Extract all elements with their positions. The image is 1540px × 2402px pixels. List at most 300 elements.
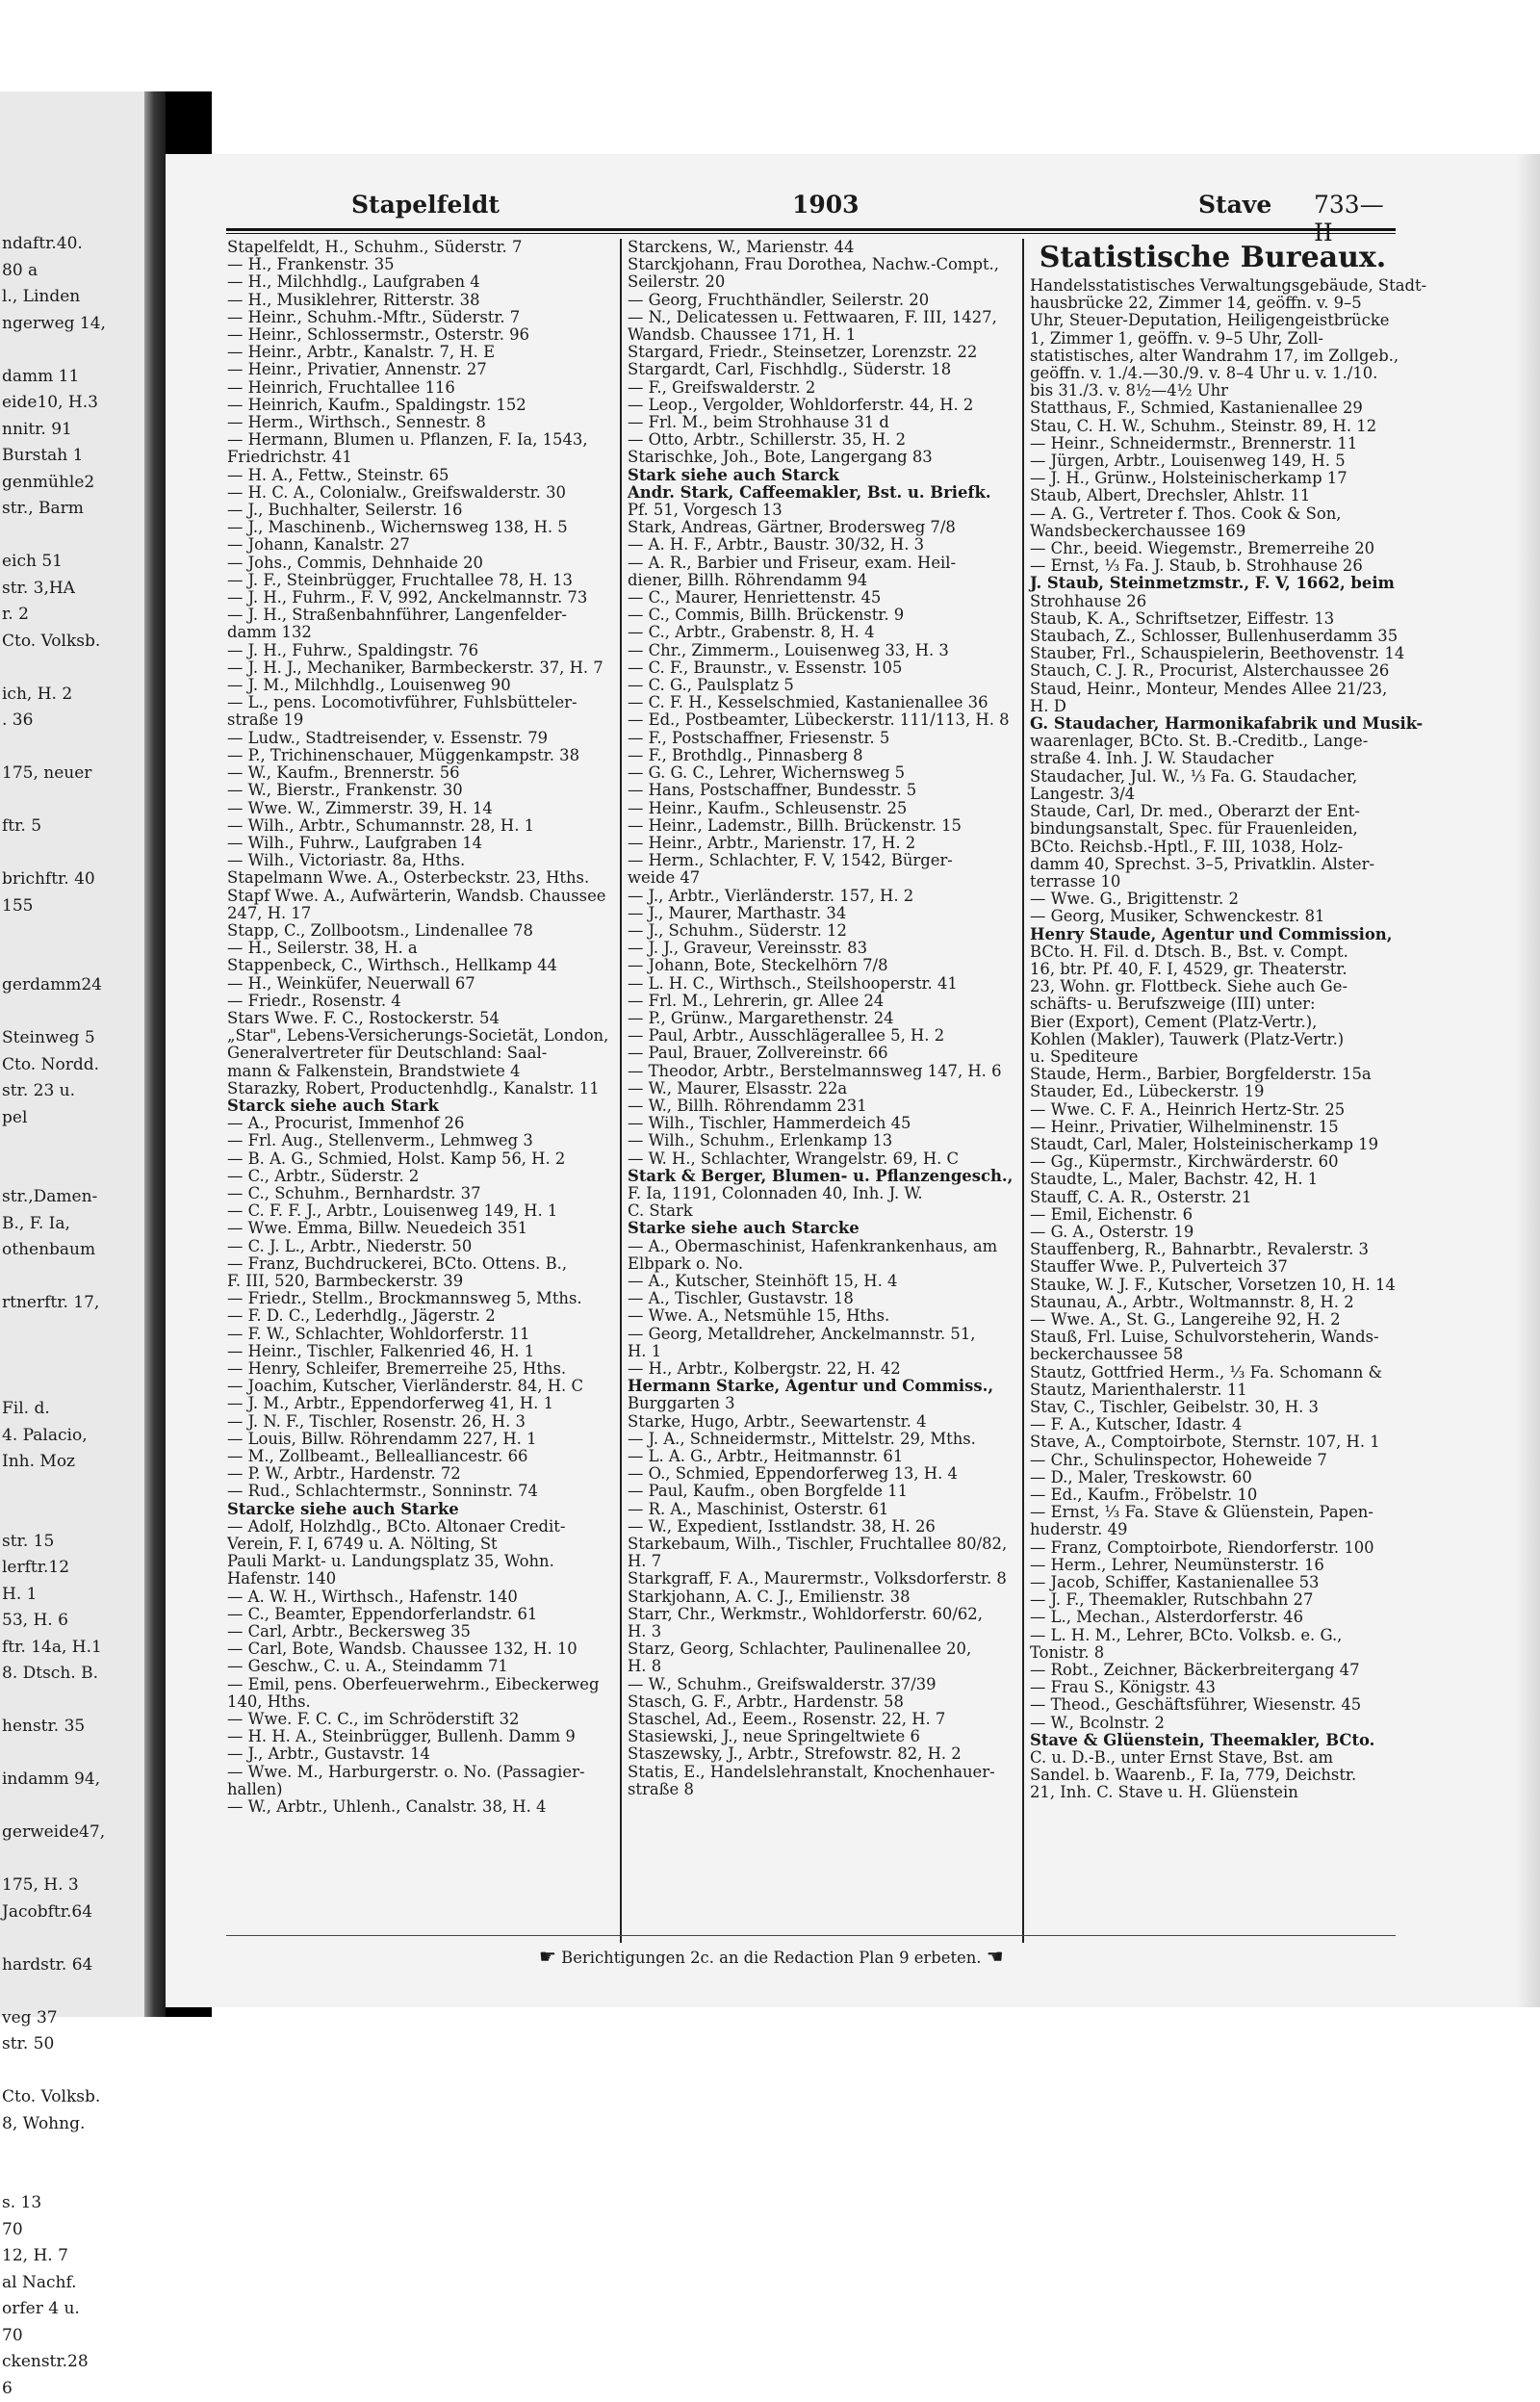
left-page-line: str. 15 xyxy=(2,1529,144,1556)
left-page-line: . 36 xyxy=(2,708,144,735)
directory-entry: — Chr., Zimmerm., Louisenweg 33, H. 3 xyxy=(628,642,1014,659)
directory-entry: — Adolf, Holzhdlg., BCto. Altonaer Credit- xyxy=(227,1518,612,1536)
directory-entry: Starkgraff, F. A., Maurermstr., Volksdorferstr. 8 xyxy=(628,1570,1014,1588)
directory-entry: Stauffenberg, R., Bahnarbtr., Revalerstr. 3 xyxy=(1030,1241,1396,1258)
left-page-line: othenbaum xyxy=(2,1237,144,1264)
directory-entry: H. 8 xyxy=(628,1658,1014,1675)
left-page-line: henstr. 35 xyxy=(2,1714,144,1741)
directory-entry: Henry Staude, Agentur und Commission, xyxy=(1030,926,1396,943)
directory-entry: Stargardt, Carl, Fischhdlg., Süderstr. 18 xyxy=(628,361,1014,378)
left-page-line: ftr. 5 xyxy=(2,814,144,840)
header-year: 1903 xyxy=(792,191,860,219)
directory-entry: — F. W., Schlachter, Wohldorferstr. 11 xyxy=(227,1326,612,1343)
directory-entry: Stapelfeldt, H., Schuhm., Süderstr. 7 xyxy=(227,239,612,256)
directory-entry: — W., Maurer, Elsasstr. 22a xyxy=(628,1080,1014,1098)
directory-entry: — Wwe. Emma, Billw. Neuedeich 351 xyxy=(227,1220,612,1237)
directory-entry: Stapelmann Wwe. A., Osterbeckstr. 23, Hths. xyxy=(227,869,612,887)
directory-entry: — A. G., Vertreter f. Thos. Cook & Son, xyxy=(1030,505,1396,523)
directory-entry: — O., Schmied, Eppendorferweg 13, H. 4 xyxy=(628,1465,1014,1483)
directory-entry: — Emil, Eichenstr. 6 xyxy=(1030,1206,1396,1224)
left-page-line: al Nachf. xyxy=(2,2270,144,2297)
directory-entry: — C., Schuhm., Bernhardstr. 37 xyxy=(227,1185,612,1202)
directory-entry: — Chr., beeid. Wiegemstr., Bremerreihe 20 xyxy=(1030,540,1396,557)
directory-entry: — Hermann, Blumen u. Pflanzen, F. Ia, 1543, xyxy=(227,431,612,449)
directory-entry: Staub, Albert, Drechsler, Ahlstr. 11 xyxy=(1030,487,1396,504)
directory-entry: — C., Maurer, Henriettenstr. 45 xyxy=(628,589,1014,607)
left-page-line xyxy=(2,1502,144,1529)
directory-entry: — Paul, Brauer, Zollvereinstr. 66 xyxy=(628,1045,1014,1062)
directory-entry: Starr, Chr., Werkmstr., Wohldorferstr. 60/62, xyxy=(628,1606,1014,1623)
directory-entry: Pf. 51, Vorgesch 13 xyxy=(628,502,1014,519)
left-page-line: Cto. Volksb. xyxy=(2,629,144,656)
left-page-line: H. 1 xyxy=(2,1582,144,1609)
directory-entry: — H., Weinküfer, Neuerwall 67 xyxy=(227,975,612,993)
directory-entry: — Wwe. A., Netsmühle 15, Hths. xyxy=(628,1307,1014,1325)
directory-entry: — Friedr., Stellm., Brockmannsweg 5, Mths. xyxy=(227,1290,612,1307)
left-page-line: eich 51 xyxy=(2,549,144,576)
directory-entry: — C. J. L., Arbtr., Niederstr. 50 xyxy=(227,1238,612,1255)
directory-entry: — H., Milchhdlg., Laufgraben 4 xyxy=(227,273,612,291)
directory-entry: — Wwe. W., Zimmerstr. 39, H. 14 xyxy=(227,800,612,817)
directory-entry: — J. H., Fuhrw., Spaldingstr. 76 xyxy=(227,642,612,659)
left-page-line xyxy=(2,1925,144,1952)
directory-entry: — Herm., Schlachter, F. V, 1542, Bürger- xyxy=(628,852,1014,869)
directory-entry: — W. H., Schlachter, Wrangelstr. 69, H. C xyxy=(628,1150,1014,1168)
directory-entry: — F., Postschaffner, Friesenstr. 5 xyxy=(628,730,1014,747)
left-page-line xyxy=(2,1131,144,1158)
left-page-line xyxy=(2,946,144,973)
directory-entry: — L., Mechan., Alsterdorferstr. 46 xyxy=(1030,1609,1396,1626)
directory-entry: — Heinr., Arbtr., Kanalstr. 7, H. E xyxy=(227,344,612,361)
header-first-entry: Stapelfeldt xyxy=(351,191,500,219)
directory-entry: Andr. Stark, Caffeemakler, Bst. u. Briefk. xyxy=(628,484,1014,502)
directory-entry: huderstr. 49 xyxy=(1030,1521,1396,1538)
left-page-line xyxy=(2,2137,144,2164)
directory-entry: — J. H., Grünw., Holsteinischerkamp 17 xyxy=(1030,470,1396,487)
directory-entry: Stappenbeck, C., Wirthsch., Hellkamp 44 xyxy=(227,957,612,974)
directory-entry: Stauder, Ed., Lübeckerstr. 19 xyxy=(1030,1083,1396,1100)
directory-entry: Starazky, Robert, Productenhdlg., Kanalstr. 11 xyxy=(227,1080,612,1098)
directory-entry: Starcke siehe auch Starke xyxy=(227,1501,612,1518)
directory-entry: — Johann, Bote, Steckelhörn 7/8 xyxy=(628,957,1014,974)
directory-entry: damm 40, Sprechst. 3–5, Privatklin. Alster- xyxy=(1030,856,1396,873)
directory-entry: — Franz, Comptoirbote, Riendorferstr. 100 xyxy=(1030,1539,1396,1557)
directory-entry: — F. D. C., Lederhdlg., Jägerstr. 2 xyxy=(227,1307,612,1325)
left-page-line: r. 2 xyxy=(2,602,144,629)
left-page-line xyxy=(2,655,144,682)
directory-entry: Stauß, Frl. Luise, Schulvorsteherin, Wands- xyxy=(1030,1329,1396,1346)
directory-entry: — Frl. Aug., Stellenverm., Lehmweg 3 xyxy=(227,1132,612,1149)
directory-entry: damm 132 xyxy=(227,624,612,641)
directory-entry: — J., Arbtr., Gustavstr. 14 xyxy=(227,1745,612,1763)
directory-entry: — G. G. C., Lehrer, Wichernsweg 5 xyxy=(628,764,1014,782)
section-title: Statistische Bureaux. xyxy=(1030,239,1396,277)
directory-entry: 1, Zimmer 1, geöffn. v. 9–5 Uhr, Zoll- xyxy=(1030,330,1396,348)
header-rule-thin xyxy=(226,233,1396,234)
directory-entry: C. Stark xyxy=(628,1202,1014,1220)
directory-entry: — A. H. F., Arbtr., Baustr. 30/32, H. 3 xyxy=(628,536,1014,554)
directory-entry: Staud, Heinr., Monteur, Mendes Allee 21/23, xyxy=(1030,681,1396,698)
header-rule xyxy=(226,228,1396,231)
directory-entry: — C., Beamter, Eppendorferlandstr. 61 xyxy=(227,1606,612,1623)
directory-entry: H. 7 xyxy=(628,1553,1014,1570)
directory-entry: — Carl, Bote, Wandsb. Chaussee 132, H. 10 xyxy=(227,1640,612,1658)
directory-entry: — J. M., Arbtr., Eppendorferweg 41, H. 1 xyxy=(227,1395,612,1412)
column-3 xyxy=(1030,239,1396,1943)
directory-entry: — D., Maler, Treskowstr. 60 xyxy=(1030,1469,1396,1486)
directory-entry: straße 8 xyxy=(628,1781,1014,1798)
left-page-line: Fil. d. xyxy=(2,1396,144,1423)
directory-entry: Stauch, C. J. R., Procurist, Alsterchaussee 26 xyxy=(1030,662,1396,680)
directory-entry: — A., Kutscher, Steinhöft 15, H. 4 xyxy=(628,1273,1014,1290)
directory-entry: Uhr, Steuer-Deputation, Heiligengeistbrücke xyxy=(1030,312,1396,329)
left-page-line: str. 23 u. xyxy=(2,1078,144,1105)
directory-entry: G. Staudacher, Harmonikafabrik und Musik- xyxy=(1030,715,1396,733)
directory-entry: Staude, Carl, Dr. med., Oberarzt der Ent- xyxy=(1030,803,1396,820)
left-page-line: str.,Damen- xyxy=(2,1184,144,1211)
left-page-line: Cto. Nordd. xyxy=(2,1052,144,1079)
footer-rule xyxy=(226,1935,1396,1936)
directory-entry: Staschel, Ad., Eeem., Rosenstr. 22, H. 7 xyxy=(628,1711,1014,1728)
directory-entry: — J. M., Milchhdlg., Louisenweg 90 xyxy=(227,677,612,694)
directory-entry: — J. H. J., Mechaniker, Barmbeckerstr. 37, H. 7 xyxy=(227,659,612,677)
left-page-line: 155 xyxy=(2,893,144,920)
directory-entry: — Joachim, Kutscher, Vierländerstr. 84, H. C xyxy=(227,1378,612,1395)
directory-entry: Stautz, Gottfried Herm., ⅓ Fa. Schomann & xyxy=(1030,1364,1396,1382)
directory-entry: — W., Bcolnstr. 2 xyxy=(1030,1715,1396,1732)
directory-entry: — Heinr., Lademstr., Billh. Brückenstr. 15 xyxy=(628,817,1014,835)
left-page-line: 6 xyxy=(2,2376,144,2402)
directory-entry: Elbpark o. No. xyxy=(628,1255,1014,1273)
directory-entry: C. u. D.-B., unter Ernst Stave, Bst. am xyxy=(1030,1749,1396,1767)
directory-entry: — J. A., Schneidermstr., Mittelstr. 29, Mths. xyxy=(628,1431,1014,1448)
left-page-line: 70 xyxy=(2,2323,144,2350)
directory-entry: geöffn. v. 1./4.—30./9. v. 8–4 Uhr u. v. 1./10. xyxy=(1030,365,1396,382)
directory-entry: — N., Delicatessen u. Fettwaaren, F. III, 1427, xyxy=(628,309,1014,326)
directory-entry: „Star", Lebens-Versicherungs-Societät, London, xyxy=(227,1027,612,1045)
directory-entry: — Heinr., Privatier, Annenstr. 27 xyxy=(227,361,612,378)
left-page-line xyxy=(2,1264,144,1291)
directory-entry: — H. A., Fettw., Steinstr. 65 xyxy=(227,467,612,484)
directory-entry: — Frl. M., Lehrerin, gr. Allee 24 xyxy=(628,993,1014,1010)
directory-entry: — J., Arbtr., Vierländerstr. 157, H. 2 xyxy=(628,888,1014,905)
directory-entry: F. III, 520, Barmbeckerstr. 39 xyxy=(227,1273,612,1290)
directory-entry: Starke siehe auch Starcke xyxy=(628,1220,1014,1237)
directory-entry: — W., Kaufm., Brennerstr. 56 xyxy=(227,764,612,782)
left-page-line: rtnerftr. 17, xyxy=(2,1290,144,1317)
left-page-line xyxy=(2,1370,144,1397)
directory-entry: — Wilh., Schuhm., Erlenkamp 13 xyxy=(628,1132,1014,1149)
left-page-line xyxy=(2,1688,144,1715)
directory-entry: — Heinrich, Fruchtallee 116 xyxy=(227,379,612,397)
left-page-line: Burstah 1 xyxy=(2,443,144,470)
directory-entry: — J. J., Graveur, Vereinsstr. 83 xyxy=(628,940,1014,957)
directory-entry: terrasse 10 xyxy=(1030,873,1396,891)
directory-entry: Friedrichstr. 41 xyxy=(227,449,612,466)
directory-entry: — L. H. M., Lehrer, BCto. Volksb. e. G., xyxy=(1030,1627,1396,1644)
directory-entry: — A., Procurist, Immenhof 26 xyxy=(227,1115,612,1132)
directory-entry: beckerchaussee 58 xyxy=(1030,1346,1396,1363)
directory-entry: mann & Falkenstein, Brandstwiete 4 xyxy=(227,1063,612,1080)
directory-entry: — W., Billh. Röhrendamm 231 xyxy=(628,1098,1014,1115)
directory-entry: 23, Wohn. gr. Flottbeck. Siehe auch Ge- xyxy=(1030,978,1396,995)
directory-entry: weide 47 xyxy=(628,869,1014,887)
directory-entry: — Wilh., Tischler, Hammerdeich 45 xyxy=(628,1115,1014,1132)
directory-entry: — A., Obermaschinist, Hafenkrankenhaus, am xyxy=(628,1238,1014,1255)
directory-entry: — Otto, Arbtr., Schillerstr. 35, H. 2 xyxy=(628,431,1014,449)
directory-entry: Stargard, Friedr., Steinsetzer, Lorenzstr. 22 xyxy=(628,344,1014,361)
directory-entry: — L. A. G., Arbtr., Heitmannstr. 61 xyxy=(628,1448,1014,1465)
left-page-text xyxy=(0,91,144,2402)
left-page-line: l., Linden xyxy=(2,284,144,311)
left-page-line: str. 3,HA xyxy=(2,576,144,603)
directory-entry: — C. F., Braunstr., v. Essenstr. 105 xyxy=(628,659,1014,677)
directory-entry: — Johann, Kanalstr. 27 xyxy=(227,536,612,554)
directory-entry: waarenlager, BCto. St. B.-Creditb., Lange- xyxy=(1030,733,1396,750)
directory-entry: — Wilh., Victoriastr. 8a, Hths. xyxy=(227,852,612,869)
directory-entry: Stark & Berger, Blumen- u. Pflanzengesch., xyxy=(628,1168,1014,1185)
directory-entry: — Wilh., Arbtr., Schumannstr. 28, H. 1 xyxy=(227,817,612,835)
directory-entry: Bier (Export), Cement (Platz-Vertr.), xyxy=(1030,1014,1396,1031)
left-page-line: ndaftr.40. xyxy=(2,231,144,258)
directory-entry: 21, Inh. C. Stave u. H. Glüenstein xyxy=(1030,1784,1396,1801)
directory-entry: — H. C. A., Colonialw., Greifswalderstr. 30 xyxy=(227,484,612,502)
left-page-line: 70 xyxy=(2,2217,144,2244)
directory-entry: — H., Frankenstr. 35 xyxy=(227,256,612,273)
left-page-line: 175, H. 3 xyxy=(2,1873,144,1899)
left-page-line xyxy=(2,788,144,814)
directory-entry: — Geschw., C. u. A., Steindamm 71 xyxy=(227,1658,612,1675)
left-page-line xyxy=(2,1158,144,1185)
left-page-line: ich, H. 2 xyxy=(2,682,144,709)
left-page-line: ftr. 14a, H.1 xyxy=(2,1635,144,1662)
directory-entry: diener, Billh. Röhrendamm 94 xyxy=(628,572,1014,589)
directory-entry: Starke, Hugo, Arbtr., Seewartenstr. 4 xyxy=(628,1413,1014,1431)
left-page-line: Jacobftr.64 xyxy=(2,1899,144,1926)
directory-entry: Staude, Herm., Barbier, Borgfelderstr. 15a xyxy=(1030,1066,1396,1083)
directory-entry: 16, btr. Pf. 40, F. I, 4529, gr. Theaterstr. xyxy=(1030,961,1396,978)
left-page-line: 4. Palacio, xyxy=(2,1423,144,1450)
page-number: 733— xyxy=(1314,191,1396,246)
directory-entry: Sandel. b. Waarenb., F. Ia, 779, Deichstr. xyxy=(1030,1767,1396,1784)
directory-entry: — Frl. M., beim Strohhause 31 d xyxy=(628,414,1014,431)
left-page-line xyxy=(2,840,144,867)
directory-entry: — W., Bierstr., Frankenstr. 30 xyxy=(227,782,612,799)
left-page-line: brichftr. 40 xyxy=(2,866,144,893)
left-page-line: s. 13 xyxy=(2,2190,144,2217)
directory-entry: — Wwe. C. F. A., Heinrich Hertz-Str. 25 xyxy=(1030,1101,1396,1119)
directory-entry: — C., Arbtr., Süderstr. 2 xyxy=(227,1168,612,1185)
directory-entry: — Wwe. M., Harburgerstr. o. No. (Passagier- xyxy=(227,1764,612,1781)
directory-entry: Stauff, C. A. R., Osterstr. 21 xyxy=(1030,1189,1396,1206)
directory-entry: Stav, C., Tischler, Geibelstr. 30, H. 3 xyxy=(1030,1399,1396,1416)
directory-entry: Stark siehe auch Starck xyxy=(628,467,1014,484)
directory-entry: — Heinr., Arbtr., Marienstr. 17, H. 2 xyxy=(628,835,1014,852)
directory-entry: — Gg., Küpermstr., Kirchwärderstr. 60 xyxy=(1030,1153,1396,1171)
left-page-line: 80 a xyxy=(2,258,144,285)
directory-entry: BCto. Reichsb.-Hptl., F. III, 1038, Holz- xyxy=(1030,839,1396,856)
directory-entry: Staszewsky, J., Arbtr., Strefowstr. 82, H. 2 xyxy=(628,1745,1014,1763)
left-page-line: ckenstr.28 xyxy=(2,2349,144,2376)
directory-entry: Starckens, W., Marienstr. 44 xyxy=(628,239,1014,256)
directory-entry: — Wwe. F. C. C., im Schröderstift 32 xyxy=(227,1711,612,1728)
left-page-line: 53, H. 6 xyxy=(2,1608,144,1635)
pointing-hand-left-icon: ☛ xyxy=(539,1945,556,1968)
directory-entry: statistisches, alter Wandrahm 17, im Zollgeb., xyxy=(1030,348,1396,365)
directory-entry: — Emil, pens. Oberfeuerwehrm., Eibeckerweg xyxy=(227,1676,612,1693)
column-1 xyxy=(227,239,612,1943)
left-page-line: str., Barm xyxy=(2,496,144,523)
directory-entry: — C., Commis, Billh. Brückenstr. 9 xyxy=(628,607,1014,624)
directory-entry: — W., Arbtr., Uhlenh., Canalstr. 38, H. 4 xyxy=(227,1798,612,1816)
footer-note xyxy=(539,1945,1078,1968)
directory-entry: Stars Wwe. F. C., Rostockerstr. 54 xyxy=(227,1010,612,1027)
directory-entry: — Heinr., Privatier, Wilhelminenstr. 15 xyxy=(1030,1119,1396,1136)
directory-entry: Starck siehe auch Stark xyxy=(227,1098,612,1115)
book-gutter xyxy=(144,91,166,2017)
directory-entry: — Wwe. A., St. G., Langereihe 92, H. 2 xyxy=(1030,1311,1396,1329)
left-page-line: str. 50 xyxy=(2,2031,144,2058)
directory-entry: — A. W. H., Wirthsch., Hafenstr. 140 xyxy=(227,1588,612,1606)
left-page-line: Inh. Moz xyxy=(2,1449,144,1476)
directory-entry: — Henry, Schleifer, Bremerreihe 25, Hths. xyxy=(227,1360,612,1378)
running-header xyxy=(226,191,1396,221)
directory-entry: — C. F. H., Kesselschmied, Kastanienallee 36 xyxy=(628,694,1014,711)
directory-entry: — Heinr., Schneidermstr., Brennerstr. 11 xyxy=(1030,435,1396,452)
left-page-line xyxy=(2,2058,144,2085)
left-page-line: veg 37 xyxy=(2,2005,144,2032)
directory-entry: — Heinr., Schuhm.-Mftr., Süderstr. 7 xyxy=(227,309,612,326)
directory-entry: — P., Trichinenschauer, Müggenkampstr. 38 xyxy=(227,747,612,764)
directory-entry: Stasch, G. F., Arbtr., Hardenstr. 58 xyxy=(628,1693,1014,1711)
directory-entry: Tonistr. 8 xyxy=(1030,1644,1396,1662)
directory-entry: — J. F., Theemakler, Rutschbahn 27 xyxy=(1030,1591,1396,1609)
directory-entry: — J. N. F., Tischler, Rosenstr. 26, H. 3 xyxy=(227,1413,612,1431)
directory-entry: Stau, C. H. W., Schuhm., Steinstr. 89, H. 12 xyxy=(1030,418,1396,435)
directory-entry: — Wilh., Fuhrw., Laufgraben 14 xyxy=(227,835,612,852)
left-page-line: lerftr.12 xyxy=(2,1555,144,1582)
directory-entry: — Georg, Musiker, Schwenckestr. 81 xyxy=(1030,908,1396,925)
directory-entry: Stauber, Frl., Schauspielerin, Beethovenstr. 14 xyxy=(1030,645,1396,662)
directory-entry: — H., Seilerstr. 38, H. a xyxy=(227,940,612,957)
directory-entry: Stave & Glüenstein, Theemakler, BCto. xyxy=(1030,1732,1396,1749)
directory-entry: Stapf Wwe. A., Aufwärterin, Wandsb. Chaussee xyxy=(227,888,612,905)
left-page-line: B., F. Ia, xyxy=(2,1211,144,1238)
left-page-line xyxy=(2,1847,144,1873)
directory-entry: — Ludw., Stadtreisender, v. Essenstr. 79 xyxy=(227,730,612,747)
directory-entry: Verein, F. I, 6749 u. A. Nölting, St xyxy=(227,1536,612,1553)
directory-entry: — M., Zollbeamt., Bellealliancestr. 66 xyxy=(227,1448,612,1465)
directory-entry: Strohhause 26 xyxy=(1030,593,1396,610)
column-divider-2 xyxy=(1022,239,1024,1943)
directory-entry: — Paul, Arbtr., Ausschlägerallee 5, H. 2 xyxy=(628,1027,1014,1045)
directory-entry: — Louis, Billw. Röhrendamm 227, H. 1 xyxy=(227,1431,612,1448)
directory-entry: Burggarten 3 xyxy=(628,1395,1014,1412)
left-page-line: damm 11 xyxy=(2,364,144,391)
directory-entry: Starkjohann, A. C. J., Emilienstr. 38 xyxy=(628,1588,1014,1606)
left-page-line: 8, Wohng. xyxy=(2,2111,144,2138)
header-last-entry: Stave xyxy=(1198,191,1271,219)
directory-entry: — Rud., Schlachtermstr., Sonninstr. 74 xyxy=(227,1483,612,1500)
directory-entry: — Carl, Arbtr., Beckersweg 35 xyxy=(227,1623,612,1640)
directory-entry: Starckjohann, Frau Dorothea, Nachw.-Compt., xyxy=(628,256,1014,273)
column-divider-1 xyxy=(620,239,622,1943)
directory-entry: — Ernst, ⅓ Fa. Stave & Glüenstein, Papen- xyxy=(1030,1504,1396,1521)
directory-entry: Starz, Georg, Schlachter, Paulinenallee 20, xyxy=(628,1640,1014,1658)
directory-entry: — J., Maurer, Marthastr. 34 xyxy=(628,905,1014,922)
directory-entry: Hermann Starke, Agentur und Commiss., xyxy=(628,1378,1014,1395)
directory-entry: Stapp, C., Zollbootsm., Lindenallee 78 xyxy=(227,922,612,940)
directory-entry: — J. H., Straßenbahnführer, Langenfelder- xyxy=(227,607,612,624)
directory-entry: F. Ia, 1191, Colonnaden 40, Inh. J. W. xyxy=(628,1185,1014,1202)
left-page-line: 12, H. 7 xyxy=(2,2243,144,2270)
directory-entry: — B. A. G., Schmied, Holst. Kamp 56, H. 2 xyxy=(227,1150,612,1168)
directory-entry: Staudte, L., Maler, Bachstr. 42, H. 1 xyxy=(1030,1171,1396,1188)
directory-entry: — W., Schuhm., Greifswalderstr. 37/39 xyxy=(628,1676,1014,1693)
left-page-line xyxy=(2,1978,144,2005)
left-page-line xyxy=(2,1794,144,1821)
directory-entry: — C. F. F. J., Arbtr., Louisenweg 149, H. 1 xyxy=(227,1202,612,1220)
directory-entry: Pauli Markt- u. Landungsplatz 35, Wohn. xyxy=(227,1553,612,1570)
directory-entry: — Georg, Fruchthändler, Seilerstr. 20 xyxy=(628,292,1014,309)
directory-entry: — Friedr., Rosenstr. 4 xyxy=(227,993,612,1010)
left-page-line xyxy=(2,523,144,550)
directory-entry: — Paul, Kaufm., oben Borgfelde 11 xyxy=(628,1483,1014,1500)
left-page-line xyxy=(2,735,144,762)
left-page-line: hardstr. 64 xyxy=(2,1952,144,1979)
left-page-line: indamm 94, xyxy=(2,1767,144,1794)
directory-entry: Statthaus, F., Schmied, Kastanienallee 29 xyxy=(1030,400,1396,417)
directory-entry: — F., Brothdlg., Pinnasberg 8 xyxy=(628,747,1014,764)
left-page-line xyxy=(2,2164,144,2191)
left-page-line xyxy=(2,1476,144,1503)
column-2 xyxy=(628,239,1014,1943)
directory-entry: Stasiewski, J., neue Springeltwiete 6 xyxy=(628,1728,1014,1745)
directory-entry: — Wwe. G., Brigittenstr. 2 xyxy=(1030,891,1396,908)
left-page-line xyxy=(2,1741,144,1768)
page-edge xyxy=(1516,154,1540,2007)
directory-entry: 140, Hths. xyxy=(227,1693,612,1711)
directory-entry: hausbrücke 22, Zimmer 14, geöffn. v. 9–5 xyxy=(1030,295,1396,312)
directory-entry: Staudacher, Jul. W., ⅓ Fa. G. Staudacher, xyxy=(1030,768,1396,786)
directory-entry: — Heinr., Tischler, Falkenried 46, H. 1 xyxy=(227,1343,612,1360)
directory-entry: Starischke, Joh., Bote, Langergang 83 xyxy=(628,449,1014,466)
directory-entry: 247, H. 17 xyxy=(227,905,612,922)
directory-entry: — Theod., Geschäftsführer, Wiesenstr. 45 xyxy=(1030,1696,1396,1714)
directory-entry: Stauffer Wwe. P., Pulverteich 37 xyxy=(1030,1258,1396,1276)
directory-entry: — Heinr., Schlossermstr., Osterstr. 96 xyxy=(227,326,612,344)
directory-entry: — R. A., Maschinist, Osterstr. 61 xyxy=(628,1501,1014,1518)
directory-entry: BCto. H. Fil. d. Dtsch. B., Bst. v. Compt. xyxy=(1030,943,1396,961)
directory-entry: — Franz, Buchdruckerei, BCto. Ottens. B., xyxy=(227,1255,612,1273)
directory-entry: Generalvertreter für Deutschland: Saal- xyxy=(227,1045,612,1062)
directory-entry: — Ernst, ⅓ Fa. J. Staub, b. Strohhause 26 xyxy=(1030,557,1396,575)
directory-entry: — A., Tischler, Gustavstr. 18 xyxy=(628,1290,1014,1307)
directory-entry: — Heinrich, Kaufm., Spaldingstr. 152 xyxy=(227,397,612,414)
directory-entry: — Johs., Commis, Dehnhaide 20 xyxy=(227,555,612,572)
directory-entry: Staunau, A., Arbtr., Woltmannstr. 8, H. 2 xyxy=(1030,1294,1396,1311)
directory-entry: — J., Buchhalter, Seilerstr. 16 xyxy=(227,502,612,519)
directory-entry: hallen) xyxy=(227,1781,612,1798)
directory-entry: straße 19 xyxy=(227,711,612,729)
directory-entry: — Jacob, Schiffer, Kastanienallee 53 xyxy=(1030,1574,1396,1591)
left-page-line xyxy=(2,1317,144,1344)
directory-entry: straße 4. Inh. J. W. Staudacher xyxy=(1030,750,1396,767)
directory-entry: Wandsb. Chaussee 171, H. 1 xyxy=(628,326,1014,344)
directory-entry: — Ed., Postbeamter, Lübeckerstr. 111/113, H. 8 xyxy=(628,711,1014,729)
directory-entry: — Herm., Lehrer, Neumünsterstr. 16 xyxy=(1030,1557,1396,1574)
directory-entry: — Herm., Wirthsch., Sennestr. 8 xyxy=(227,414,612,431)
